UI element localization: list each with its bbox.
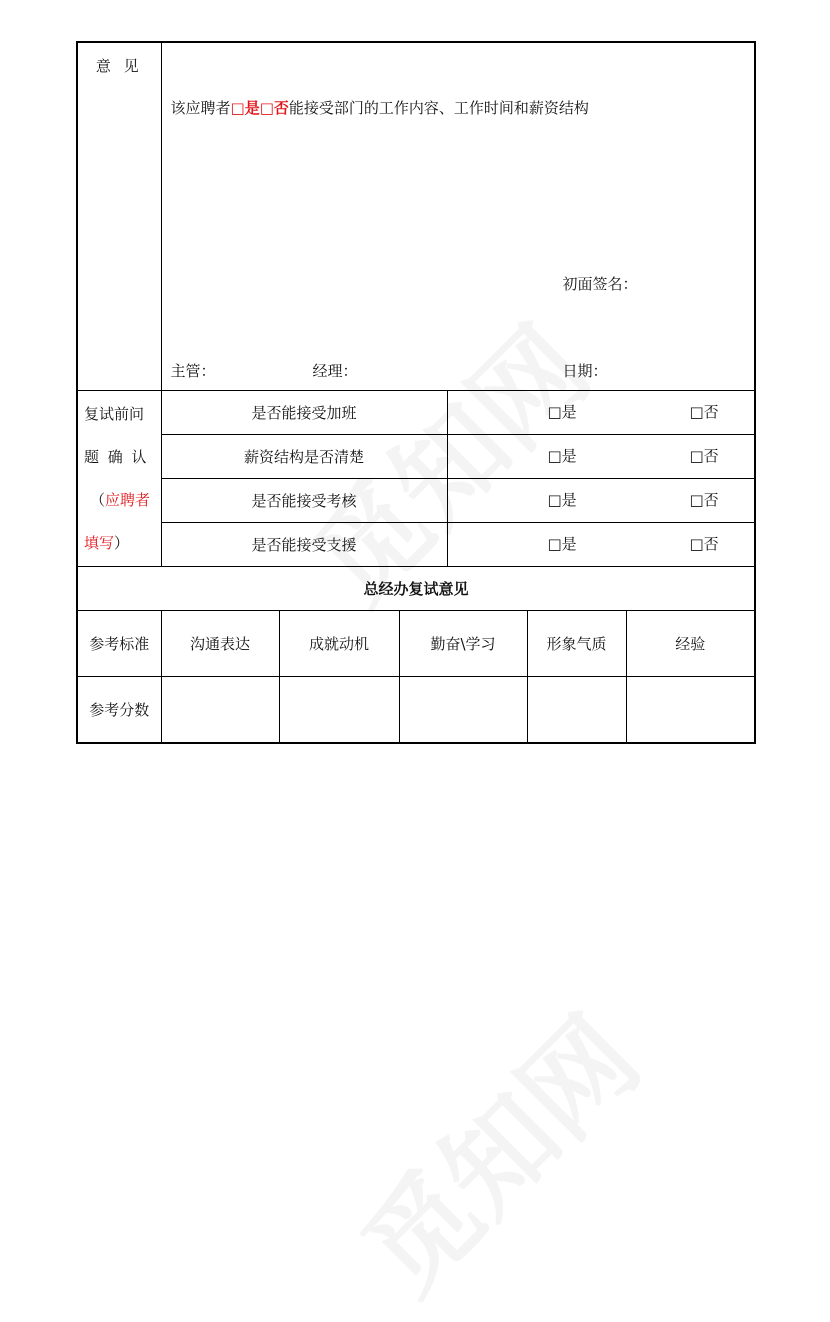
- question-text: 薪资结构是否清楚: [161, 435, 447, 479]
- opinion-label: 意 见: [95, 57, 143, 75]
- question-text: 是否能接受加班: [161, 391, 447, 435]
- criteria-experience: 经验: [626, 611, 755, 677]
- gm-section-title-row: [77, 567, 755, 611]
- pre-confirm-label-line4: 填写）: [84, 533, 130, 552]
- gm-section-title: 总经办复试意见: [77, 567, 755, 611]
- score-label: 参考分数: [77, 677, 161, 744]
- question-options: [447, 479, 755, 523]
- criteria-diligence: 勤奋\学习: [399, 611, 527, 677]
- score-cell-communication[interactable]: [161, 677, 279, 744]
- supervisor-label: 主管：: [170, 362, 216, 380]
- question-options: [447, 435, 755, 479]
- first-interview-signature-label: 初面签名：: [562, 275, 638, 293]
- opinion-statement: [171, 99, 589, 117]
- criteria-row: [77, 611, 755, 677]
- watermark: [322, 976, 667, 1321]
- pre-confirm-row: [77, 479, 755, 523]
- manager-label: 经理：: [312, 362, 358, 380]
- opinion-row: [77, 42, 755, 391]
- question-text: 是否能接受支援: [161, 523, 447, 567]
- question-text: 是否能接受考核: [161, 479, 447, 523]
- option-no-checkbox[interactable]: □否: [689, 535, 719, 553]
- pre-confirm-row: [77, 523, 755, 567]
- criteria-appearance: 形象气质: [527, 611, 626, 677]
- score-row: [77, 677, 755, 744]
- interview-form-table: [76, 41, 756, 744]
- option-yes-checkbox[interactable]: □是: [547, 491, 577, 509]
- opinion-text-suffix: 能接受部门的工作内容、工作时间和薪资结构: [288, 99, 589, 117]
- question-options: [447, 391, 755, 435]
- pre-confirm-label-applicant: 应聘者: [105, 490, 151, 509]
- criteria-label: 参考标准: [77, 611, 161, 677]
- pre-confirm-row: [77, 435, 755, 479]
- pre-confirm-label-line3: （应聘者: [90, 490, 151, 509]
- pre-confirm-label-cell: [77, 391, 161, 567]
- score-cell-motivation[interactable]: [279, 677, 399, 744]
- option-yes-checkbox[interactable]: □是: [547, 403, 577, 421]
- opinion-label-cell: [77, 42, 161, 391]
- score-cell-experience[interactable]: [626, 677, 755, 744]
- score-cell-diligence[interactable]: [399, 677, 527, 744]
- option-no-checkbox[interactable]: □否: [689, 403, 719, 421]
- opinion-text-prefix: 该应聘者: [170, 99, 231, 117]
- criteria-motivation: 成就动机: [279, 611, 399, 677]
- opinion-yes-checkbox[interactable]: □是: [230, 99, 260, 117]
- opinion-content-cell: [161, 42, 755, 391]
- option-no-checkbox[interactable]: □否: [689, 491, 719, 509]
- option-no-checkbox[interactable]: □否: [689, 447, 719, 465]
- criteria-communication: 沟通表达: [161, 611, 279, 677]
- option-yes-checkbox[interactable]: □是: [547, 447, 577, 465]
- option-yes-checkbox[interactable]: □是: [547, 535, 577, 553]
- pre-confirm-label-line2: 题 确 认: [84, 447, 149, 466]
- pre-confirm-row: [77, 391, 755, 435]
- pre-confirm-label-line1: 复试前问: [84, 404, 145, 423]
- date-label: 日期：: [562, 362, 608, 380]
- opinion-no-checkbox[interactable]: □否: [259, 99, 289, 117]
- question-options: [447, 523, 755, 567]
- score-cell-appearance[interactable]: [527, 677, 626, 744]
